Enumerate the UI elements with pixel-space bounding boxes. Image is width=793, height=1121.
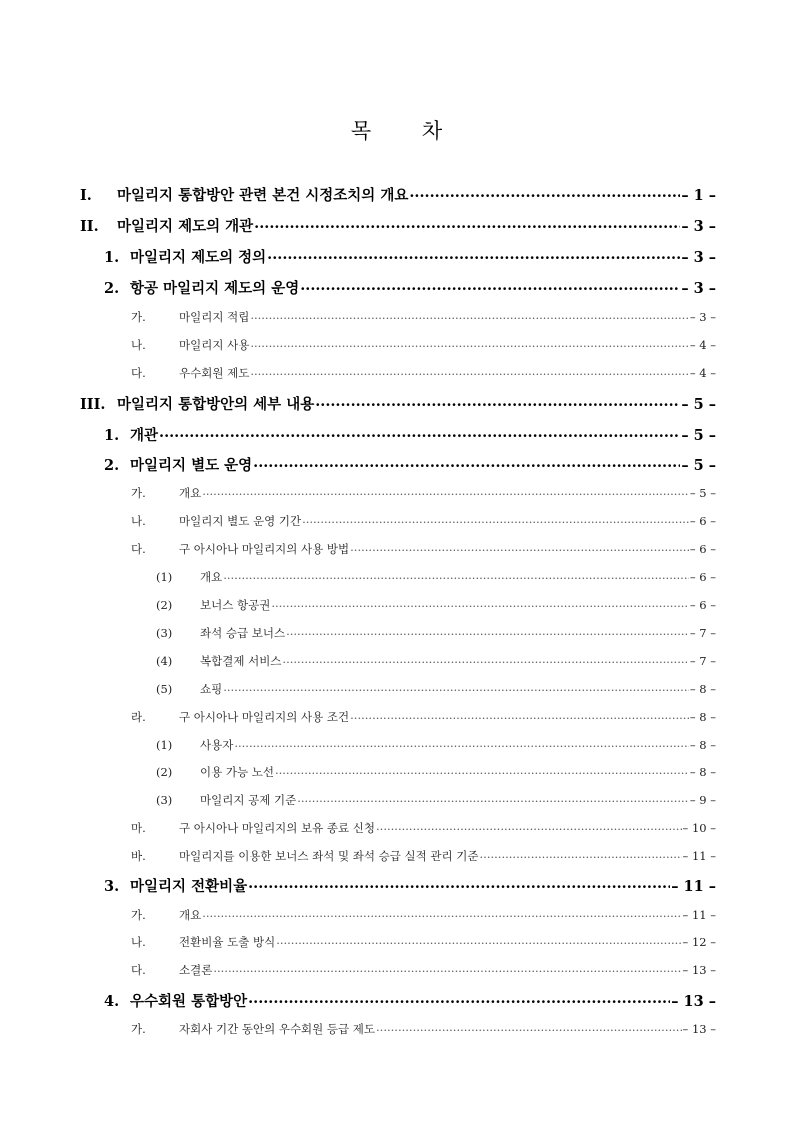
toc-entry-page: – 8 –	[689, 682, 716, 696]
toc-entry-page: – 5 –	[681, 457, 716, 474]
toc-entry	[131, 513, 716, 529]
toc-entry-number: 라.	[131, 710, 146, 724]
toc-leader-dots	[376, 821, 682, 833]
toc-entry	[156, 597, 716, 613]
toc-entry-page: – 13 –	[682, 963, 716, 977]
toc-entry-title: 구 아시아나 마일리지의 보유 종료 신청	[179, 821, 376, 835]
toc-entry-title: 마일리지 별도 운영	[130, 457, 253, 474]
toc-entry	[131, 934, 716, 950]
toc-entry-number: (4)	[156, 654, 173, 668]
toc-leader-dots	[297, 793, 689, 805]
toc-entry	[80, 215, 716, 236]
toc-entry-page: – 3 –	[681, 280, 716, 297]
toc-entry	[156, 737, 716, 753]
toc-entry	[104, 990, 716, 1011]
toc-entry-title: 마일리지 통합방안 관련 본건 시정조치의 개요	[117, 187, 409, 204]
toc-entry	[131, 907, 716, 923]
toc-entry	[156, 792, 716, 808]
toc-entry-number: 다.	[131, 366, 146, 380]
toc-entry-page: – 3 –	[681, 218, 716, 235]
toc-entry-page: – 6 –	[689, 570, 716, 584]
toc-entry-page: – 10 –	[682, 821, 716, 835]
toc-entry-title: 우수회원 제도	[179, 366, 250, 380]
toc-entry-title: 마일리지 적립	[179, 310, 250, 324]
toc-leader-dots	[302, 514, 689, 526]
toc-entry-page: – 11 –	[682, 849, 716, 863]
toc-entry	[131, 1021, 716, 1037]
toc-leader-dots	[271, 598, 689, 610]
toc-leader-dots	[202, 908, 681, 920]
toc-entry-number: (5)	[156, 682, 173, 696]
toc-entry	[156, 764, 716, 780]
toc-entry-page: – 8 –	[689, 738, 716, 752]
toc-entry-title: 마일리지 제도의 정의	[130, 249, 267, 266]
toc-leader-dots	[250, 366, 689, 378]
toc-leader-dots	[350, 710, 689, 722]
toc-entry-number: 4.	[104, 993, 120, 1010]
toc-entry-page: – 11 –	[682, 908, 716, 922]
toc-entry	[131, 962, 716, 978]
toc-entry	[104, 277, 716, 298]
toc-leader-dots	[250, 338, 689, 350]
toc-entry-title: 마일리지 공제 기준	[200, 793, 297, 807]
toc-entry-title: 이용 가능 노선	[200, 765, 274, 779]
toc-entry	[104, 454, 716, 475]
toc-entry-title: 개관	[130, 427, 159, 444]
toc-entry	[156, 625, 716, 641]
toc-entry-number: (1)	[156, 570, 173, 584]
toc-entry-title: 구 아시아나 마일리지의 사용 조건	[179, 710, 350, 724]
toc-entry	[131, 337, 716, 353]
toc-leader-dots	[159, 426, 680, 441]
toc-entry-title: 전환비율 도출 방식	[179, 935, 276, 949]
toc-entry-title: 개요	[179, 486, 202, 500]
toc-entry-number: 나.	[131, 338, 146, 352]
toc-entry	[131, 365, 716, 381]
toc-entry-title: 우수회원 통합방안	[130, 993, 248, 1010]
toc-entry-number: 가.	[131, 1022, 146, 1036]
toc-entry-page: – 3 –	[681, 249, 716, 266]
toc-entry-number: 다.	[131, 963, 146, 977]
toc-entry-title: 자회사 기간 동안의 우수회원 등급 제도	[179, 1022, 376, 1036]
toc-entry-page: – 1 –	[681, 187, 716, 204]
toc-leader-dots	[275, 765, 689, 777]
toc-entry-title: 복합결제 서비스	[200, 654, 282, 668]
toc-entry-number: (1)	[156, 738, 173, 752]
toc-entry	[131, 541, 716, 557]
toc-leader-dots	[234, 738, 689, 750]
toc-entry	[104, 424, 716, 445]
toc-entry-page: – 7 –	[689, 626, 716, 640]
toc-entry	[104, 246, 716, 267]
toc-entry-title: 소결론	[179, 963, 213, 977]
toc-entry-number: 1.	[104, 249, 120, 266]
toc-entry-page: – 12 –	[682, 935, 716, 949]
toc-entry-number: 나.	[131, 935, 146, 949]
toc-leader-dots	[267, 248, 680, 263]
toc-entry-title: 마일리지 전환비율	[130, 878, 248, 895]
toc-entry-page: – 13 –	[671, 993, 716, 1010]
toc-entry-page: – 5 –	[681, 396, 716, 413]
toc-entry-number: 2.	[104, 280, 120, 297]
toc-leader-dots	[248, 877, 670, 892]
toc-leader-dots	[223, 682, 689, 694]
toc-entry-title: 마일리지 사용	[179, 338, 250, 352]
toc-entry	[156, 569, 716, 585]
toc-entry-number: 나.	[131, 514, 146, 528]
toc-entry-number: II.	[80, 218, 99, 235]
toc-leader-dots	[276, 935, 681, 947]
toc-leader-dots	[480, 849, 682, 861]
toc-entry-number: 가.	[131, 908, 146, 922]
toc-entry-number: (3)	[156, 793, 173, 807]
toc-entry-page: – 4 –	[689, 366, 716, 380]
toc-entry-title: 항공 마일리지 제도의 운영	[130, 280, 300, 297]
toc-entry	[104, 875, 716, 896]
toc-leader-dots	[300, 279, 680, 294]
toc-entry-title: 마일리지 제도의 개관	[117, 218, 254, 235]
toc-entry-number: 3.	[104, 878, 120, 895]
toc-entry-page: – 9 –	[689, 793, 716, 807]
toc-entry-page: – 6 –	[689, 542, 716, 556]
toc-entry-number: (3)	[156, 626, 173, 640]
toc-leader-dots	[315, 395, 680, 410]
toc-entry-page: – 4 –	[689, 338, 716, 352]
toc-entry	[156, 653, 716, 669]
toc-entry-title: 보너스 항공권	[200, 598, 271, 612]
toc-leader-dots	[282, 654, 688, 666]
toc-entry-number: 1.	[104, 427, 120, 444]
toc-entry-title: 개요	[179, 908, 202, 922]
toc-leader-dots	[376, 1022, 682, 1034]
toc-leader-dots	[250, 310, 689, 322]
toc-entry-title: 마일리지 통합방안의 세부 내용	[117, 396, 315, 413]
toc-leader-dots	[213, 963, 681, 975]
toc-entry	[80, 184, 716, 205]
toc-entry-title: 쇼핑	[200, 682, 223, 696]
toc-entry-number: 마.	[131, 821, 146, 835]
toc-entry	[131, 309, 716, 325]
page-title: 목 차	[350, 119, 465, 143]
toc-entry-number: III.	[80, 396, 106, 413]
toc-leader-dots	[409, 186, 680, 201]
toc-entry-title: 구 아시아나 마일리지의 사용 방법	[179, 542, 350, 556]
toc-entry-number: 가.	[131, 310, 146, 324]
toc-leader-dots	[286, 626, 689, 638]
toc-entry-title: 좌석 승급 보너스	[200, 626, 286, 640]
toc-entry-title: 사용자	[200, 738, 234, 752]
toc-entry-page: – 8 –	[689, 710, 716, 724]
toc-entry	[131, 820, 716, 836]
toc-entry-number: I.	[80, 187, 92, 204]
toc-entry	[131, 709, 716, 725]
toc-entry-page: – 5 –	[681, 427, 716, 444]
toc-entry-number: (2)	[156, 598, 173, 612]
toc-entry	[80, 393, 716, 414]
toc-entry-number: 2.	[104, 457, 120, 474]
toc-leader-dots	[350, 542, 689, 554]
toc-entry-page: – 6 –	[689, 514, 716, 528]
toc-entry-title: 개요	[200, 570, 223, 584]
toc-entry-page: – 5 –	[689, 486, 716, 500]
toc-entry-page: – 7 –	[689, 654, 716, 668]
toc-entry-page: – 6 –	[689, 598, 716, 612]
toc-entry	[131, 848, 716, 864]
toc-entry-page: – 3 –	[689, 310, 716, 324]
toc-entry-title: 마일리지 별도 운영 기간	[179, 514, 302, 528]
toc-leader-dots	[253, 456, 680, 471]
toc-leader-dots	[223, 570, 689, 582]
toc-entry-page: – 8 –	[689, 765, 716, 779]
toc-entry-number: 가.	[131, 486, 146, 500]
toc-entry-number: (2)	[156, 765, 173, 779]
toc-entry-title: 마일리지를 이용한 보너스 좌석 및 좌석 승급 실적 관리 기준	[179, 849, 479, 863]
toc-entry-number: 바.	[131, 849, 146, 863]
toc-entry-number: 다.	[131, 542, 146, 556]
toc-entry-page: – 11 –	[671, 878, 716, 895]
toc-entry	[156, 681, 716, 697]
toc-leader-dots	[202, 486, 689, 498]
toc-leader-dots	[248, 992, 670, 1007]
toc-entry-page: – 13 –	[682, 1022, 716, 1036]
toc-leader-dots	[254, 217, 680, 232]
toc-entry	[131, 485, 716, 501]
